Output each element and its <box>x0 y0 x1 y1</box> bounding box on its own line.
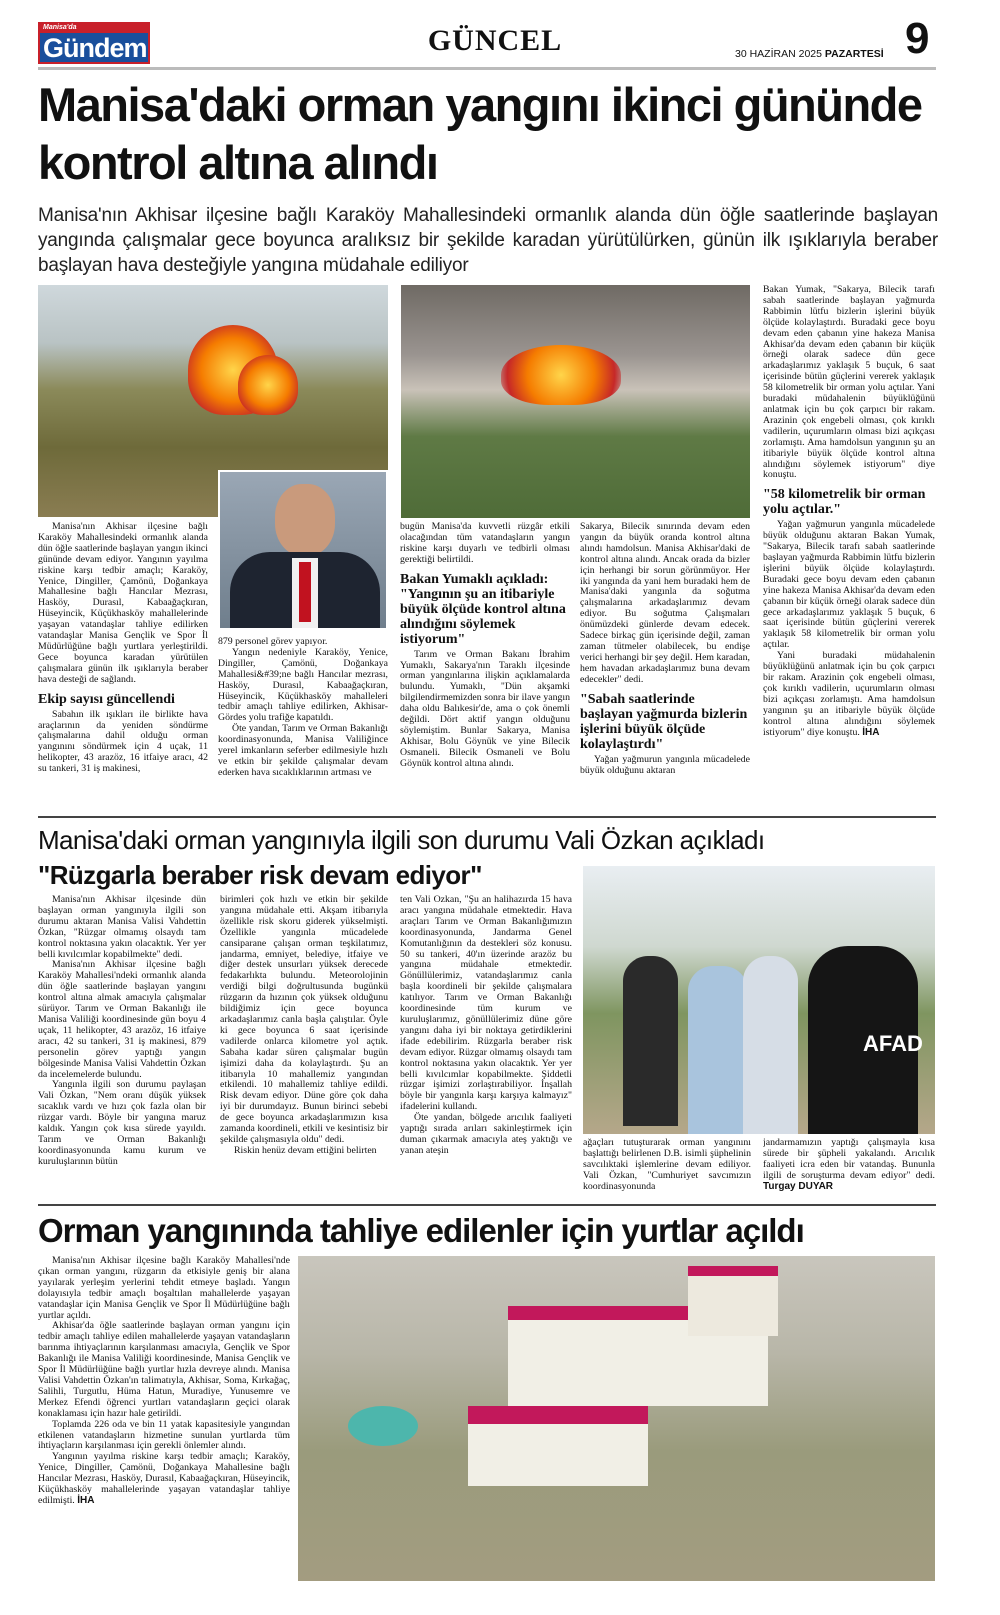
article1-column-1 <box>38 522 208 812</box>
article2-column-1 <box>38 895 206 1200</box>
byline: Turgay DUYAR <box>763 1180 834 1192</box>
subheading: "58 kilometrelik bir orman yolu açtılar." <box>763 487 926 518</box>
main-headline: Manisa'daki orman yangını ikinci gününde kontrol altına alındı <box>38 78 922 189</box>
paragraph: Sabahın ilk ışıkları ile birlikte hava araçlarının da yeniden söndürme çalışmalarına dahil olduğu orman yangınını söndürmek için 4 uçak, 11 helikopter, 43 arazöz, 16 itfaiye aracı, 42 su tankeri, 31 iş makinesi, <box>38 708 208 775</box>
forest-fire-photo <box>401 285 750 518</box>
agency-credit: İHA <box>77 1494 95 1506</box>
article3-column <box>38 1256 290 1581</box>
paragraph: Manisa'nın Akhisar ilçesine bağlı Karaköy Mahallesindeki ormanlık alanda dün öğle saatlerinde başlayan yangın ikinci gününde devam ediyor. Yangının yayılma riskine karşı tedbir amaçlı; Karaköy, Yenice, Dingiller, Çamönü, Doğankaya Mahallesine bağlı Hancılar Mezrası, Hasköy, Durasıl, Kabaağaçkıran, Hüseyincik, Küçükhasköy mahallelerinde yaşayan vatandaşlar tahliye edilirken vatandaşlar Manisa Gençlik ve Spor İl Müdürlüğüne bağlı yurtlara yerleştirildi. Gece boyunca karadan yürütülen çalışmalara günün ilk ışıklarıyla beraber hava desteği de sağlandı. <box>38 522 208 685</box>
paragraph: Manisa'nın Akhisar ilçesine bağlı Karaköy Mahallesi'nde çıkan orman yangını, rüzgarın da etkisiyle geniş bir alana yayılarak yerleşim yerlerini tehdit etmeye başladı. Yangın dolayısıyla tedbir amaçlı boşaltılan mahallelerde yaşayan vatandaşlar için Manisa Gençlik ve Spor İl Müdürlüğüne bağlı yurtlar açıldı. <box>38 1256 290 1321</box>
paragraph: Yangının yayılma riskine karşı tedbir amaçlı; Karaköy, Yenice, Dingiller, Çamönü, Doğankaya Mahallesine bağlı Hancılar Mezrası, Hasköy, Durasıl, Kabaağaçkıran, Hüseyincik, Küçükhasköy mahallelerinde yaşayan vatandaşlar tahliye edilmişti. <box>38 1451 290 1506</box>
section-divider <box>38 816 936 818</box>
logo-top: Manisa'da <box>40 24 148 33</box>
paragraph: Tarım ve Orman Bakanı İbrahim Yumaklı, Sakarya'nın Taraklı ilçesinde orman yangınlarına ilişkin açıklamalarda bulundu. Yumaklı, "Dün akşamki bilgilendirmemizden sonra bir ilave yangın daha oldu Balıkesir'de, ama o çok önemli değildi. Dört aktif yangın olduğunu söylemiştim. Bunlar Sakarya, Manisa Akhisar, Bolu Göynük ve yine Bilecik Osmaneli. Bilecik Osmaneli ve Bolu Göynük kontrol altına alındı. <box>400 648 570 769</box>
afad-badge: AFAD <box>863 1031 923 1056</box>
page-number: 9 <box>905 14 930 63</box>
paragraph: Toplamda 226 oda ve bin 11 yatak kapasitesiyle yangından etkilenen vatandaşların hizmetine sunulan yurtlarda tüm ihtiyaçların karşılanması için gerekli önlemler alındı. <box>38 1418 290 1452</box>
article2-headline: Manisa'daki orman yangınıyla ilgili son durumu Vali Özkan açıkladı <box>38 825 765 855</box>
paragraph: Manisa'nın Akhisar ilçesinde dün başlayan orman yangınıyla ilgili son durumu aktaran Manisa Valisi Vahdettin Özkan, "Rüzgar olmamış olsaydı tam kontrol noktasına yakın olacaktık. Yer yer belli kıvılcımlar kopabilmekte" dedi. <box>38 895 206 960</box>
date-text: 30 HAZİRAN 2025 <box>735 48 822 60</box>
logo-name: Gündem <box>43 33 147 63</box>
paragraph: Manisa'nın Akhisar ilçesine bağlı Karaköy Mahallesi'ndeki ormanlık alanda dün öğle saatlerinde başlayan yangını kontrol altına almak amacıyla çalışmalar sürüyor. Tarım ve Orman Bakanlığı ile Manisa Valiliği koordinesinde gün boyu 4 uçak, 11 helikopter, 43 arazöz, 16 itfaiye aracı, 42 su tankeri, 31 iş makinesi, 879 personelin görev yaptığı yangın bölgesinde Manisa Valisi Vahdettin Özkan da incelemelerde bulundu. <box>38 959 206 1080</box>
paragraph: bugün Manisa'da kuvvetli rüzgâr etkili olacağından tüm vatandaşların yangın riskine karşı duyarlı ve tedbirli olması gerektiği belirtildi. <box>400 522 570 565</box>
paragraph: Akhisar'da öğle saatlerinde başlayan orman yangını için tedbir amaçlı tahliye edilen mahallelerde yaşayan vatandaşların barınma ihtiyaçlarının karşılanması amacıyla, Gençlik ve Spor Bakanlığı ile Manisa Valiliği koordinesinde, Manisa Gençlik ve Spor İl Müdürlüğüne bağlı yurtlar hızla devreye alındı. Manisa Valisi Vahdettin Özkan'ın talimatıyla, Akhisar, Soma, Kırkağaç, Salihli, Turgutlu, Hüma Hatun, Muradiye, Yunusemre ve Merkez Efendi öğrenci yurtları vatandaşların geçici olarak konaklaması için hazır hale getirildi. <box>38 1320 290 1419</box>
paragraph: Yani buradaki müdahalenin büyüklüğünü anlatmak için bu çok çarpıcı bir rakam. Arazinin çok engebeli olması, çok kırıklı vadilerin, uçurumların olması bizi açıkçası zorlamıştı. Ama hamdolsun yangının şu an itibariyle büyük ölçüde kontrol altına alındığını söylemek istiyorum" diye konuştu. <box>763 650 935 738</box>
article1-column-5 <box>763 285 935 812</box>
article3-headline: Orman yangınında tahliye edilenler için yurtlar açıldı <box>38 1212 804 1249</box>
paragraph: Öte yandan, Tarım ve Orman Bakanlığı koordinasyonunda, Manisa Valiliğince yerel imkanların seferber edilmesiyle hızlı ve etkin bir şekilde çalışmalar devam ederken hava sıcaklıklarının artması ve <box>218 723 388 778</box>
paragraph: birimleri çok hızlı ve etkin bir şekilde yangına müdahale etti. Akşam itibarıyla özellikle risk skoru giderek yükselmişti. Özellikle yangınla mücadelede cansiparane çalışan orman teşkilatımız, jandarma, emniyet, belediye, itfaiye ve diğer destek unsurları yüksek derecede fedakarlıkta bulundu. Meteorolojinin verdiği bilgi doğrultusunda bugünkü rüzgarın da hızının çok yüksek olduğunu bildiğimiz için gece boyunca arkadaşlarımız canla başla çalıştılar. Öyle ki gece boyunca 6 saat içerisinde vadilerde onlarca kilometre yol açtık. Sabaha kadar süren çalışmalar bugün işimizi daha da kolaylaştırdı. Şu an itibarıyla 10 mahallemiz yangından etkilendi. 10 mahallemiz tahliye edildi. Risk devam ediyor. Düne göre çok daha iyi bir durumdayız. Bunun birinci sebebi de gece boyunca arkadaşlarımızın kısa zamanda koordineli, etkili ve kesintisiz bir şekilde çalışmasıyla oldu" dedi. <box>220 895 388 1145</box>
article1-column-2 <box>218 637 388 812</box>
paragraph: ağaçları tutuşturarak orman yangınını başlattığı belirlenen D.B. isimli şüphelinin savcılıktaki işlemlerine devam ediliyor. Vali Özkan, "Cumhuriyet savcımızın koordinasyonunda <box>583 1138 751 1192</box>
paragraph: Yangın nedeniyle Karaköy, Yenice, Dingiller, Çamönü, Doğankaya Mahallesi&#39;ne bağlı Hancılar mezrası, Hasköy, Durasıl, Kabaağaçkıran, Hüseyincik, Küçükhasköy mahalleleri tedbir amaçlı tahliye edilirken, Akhisar-Gördes yolu trafiğe kapatıldı. <box>218 646 388 724</box>
day-text: PAZARTESİ <box>824 48 884 60</box>
main-deck: Manisa'nın Akhisar ilçesine bağlı Karaköy Mahallesindeki ormanlık alanda dün öğle saatlerinde başlayan yangında çalışmalar gece boyunca aralıksız bir şekilde karadan yürütülürken, günün ilk ışıklarıyla beraber başlayan hava desteğiyle yangına müdahale ediliyor <box>38 205 938 276</box>
header-rule <box>38 67 936 70</box>
paragraph: Yağan yağmurun yangınla mücadelede büyük olduğunu aktaran <box>580 753 750 776</box>
subheading: Ekip sayısı güncellendi <box>38 691 175 707</box>
article1-column-4 <box>580 522 750 812</box>
paragraph: ten Vali Özkan, "Şu an halihazırda 15 hava aracı yangına müdahale etmektedir. Hava araçları Tarım ve Orman Bakanlığımızın koordinasyonunda, Jandarma Genel Komutanlığının da destekleri söz konusu. 50 su tankeri, 40'ın üzerinde arazöz bu yangına müdahale etmektedir. Gönüllülerimiz, vatandaşlarımız canla başla koordineli bir şekilde çalışmalara katılıyor. Tarım ve Orman Bakanlığı koordinesinde tüm kurum ve kuruluşlarımız, gönüllülerimiz düne göre yangını daha iyi bir noktaya getirdiklerini ifade edebilirim. Rüzgarla beraber risk devam ediyor. Rüzgar olmamış olsaydı tam kontrol noktasına yakın olacaktık. Yer yer belli kıvılcımlar kopabilmekte. Şiddetli rüzgar işimizi zorlaştırabiliyor. İnşallah böyle bir yangınla karşı karşıya kalmayız" ifadelerini kullandı. <box>400 895 572 1113</box>
paragraph: Bakan Yumak, "Sakarya, Bilecik tarafı sabah saatlerinde başlayan yağmurda Rabbimin lütfu bizlerin işlerini büyük ölçüde kolaylaştırdı. Buradaki gece boyu devam eden çabanın yine hakeza Manisa Akhisar'da devam eden çabanın bir küçük örneği olarak sadece dün gece arkadaşlarımız yaklaşık 5 buçuk, 6 saat içerisinde bütün güçlerini vererek yaklaşık 58 kilometrelik bir orman yolu açtılar. Yani buradaki müdahalenin büyüklüğünü anlatmak için bu çok çarpıcı bir rakam. Arazinin çok engebeli olması, çok kırıklı vadilerin, uçurumların olması bizi açıkçası zorlamıştı. Ama hamdolsun yangının şu an itibariyle büyük ölçüde kontrol altına alındığını söylemek istiyorum" diye konuştu. <box>763 285 935 481</box>
governor-group-photo <box>583 866 935 1134</box>
paragraph: Öte yandan, bölgede arıcılık faaliyeti yaptığı sırada arıları sakinleştirmek için duman çıkarmak amacıyla ateş yaktığı ve yanan ateşin <box>400 1112 572 1156</box>
paragraph: Yağan yağmurun yangınla mücadelede büyük olduğunu aktaran Bakan Yumak, "Sakarya, Bilecik tarafı sabah saatlerinde başlayan yağmurda Rabbimin lütfu bizlerin işlerini büyük ölçüde kolaylaştırdı. Buradaki gece boyu devam eden çabanın yine hakeza Manisa Akhisar'da devam eden çabanın bir küçük örneği olarak sadece dün gece arkadaşlarımız yaklaşık 5 buçuk, 6 saat içerisinde bütün güçlerini vererek yaklaşık 58 kilometrelik bir orman yolu açtılar. <box>763 519 935 651</box>
paragraph: Sakarya, Bilecik sınırında devam eden yangın da büyük oranda kontrol altına alındı hamdolsun. Manisa Akhisar'daki de kontrol altına alındı. Ancak orada da bizler için herhangi bir sorun görünmüyor. Her iki yangında da yani hem buradaki hem de Manisa'daki yangınla da soğutma çalışmalarına arkadaşlarımız devam ediyor. Bu soğutma Çalışmaları önümüzdeki günlerde devam edecek. Sadece birkaç gün içerisinde değil, zaman zaman tütmeler olabilecek, bu endişe verici herhangi bir şey değil. Hem karadan, hem havadan arkadaşlarımız buna devam edecekler" dedi. <box>580 522 750 685</box>
paragraph: Yangınla ilgili son durumu paylaşan Vali Özkan, "Nem oranı düşük yüksek sıcaklık vardı ve hızı çok fazla olan bir rüzgar vardı. Böyle bir yangına maruz kaldık. Yangın çok kısa sürede yayıldı. Tarım ve Orman Bakanlığı koordinasyonunda kamu kurum ve kuruluşlarının bütün <box>38 1079 206 1167</box>
section-title: GÜNCEL <box>427 24 563 57</box>
article2-column-2 <box>220 895 388 1200</box>
section-divider <box>38 1204 936 1206</box>
subheading: "Sabah saatlerinde başlayan yağmurda bizlerin işlerini büyük ölçüde kolaylaştırdı" <box>580 691 748 752</box>
paragraph: Riskin henüz devam ettiğini belirten <box>234 1144 377 1156</box>
article2-column-3 <box>400 895 572 1200</box>
subheading: Bakan Yumaklı açıkladı: "Yangının şu an itibariyle büyük ölçüde kontrol altına alındığını söylemek istiyorum" <box>400 571 566 647</box>
dormitory-aerial-photo <box>298 1256 935 1581</box>
agency-credit: İHA <box>862 726 880 738</box>
paragraph: 879 personel görev yapıyor. <box>218 637 328 647</box>
issue-date <box>735 48 884 60</box>
newspaper-logo <box>38 22 150 64</box>
paragraph: jandarmamızın yaptığı çalışmayla kısa sürede bir şüpheli yakalandı. Arıcılık faaliyeti icra eden bir vatandaş. Bununla ilgili de soruşturma devam ediyor" dedi. <box>763 1138 935 1181</box>
article2-subhead: "Rüzgarla beraber risk devam ediyor" <box>38 860 482 890</box>
article1-column-3 <box>400 522 570 812</box>
article2-column-4 <box>583 1138 751 1200</box>
article2-column-5 <box>763 1138 935 1200</box>
minister-photo <box>218 470 388 630</box>
